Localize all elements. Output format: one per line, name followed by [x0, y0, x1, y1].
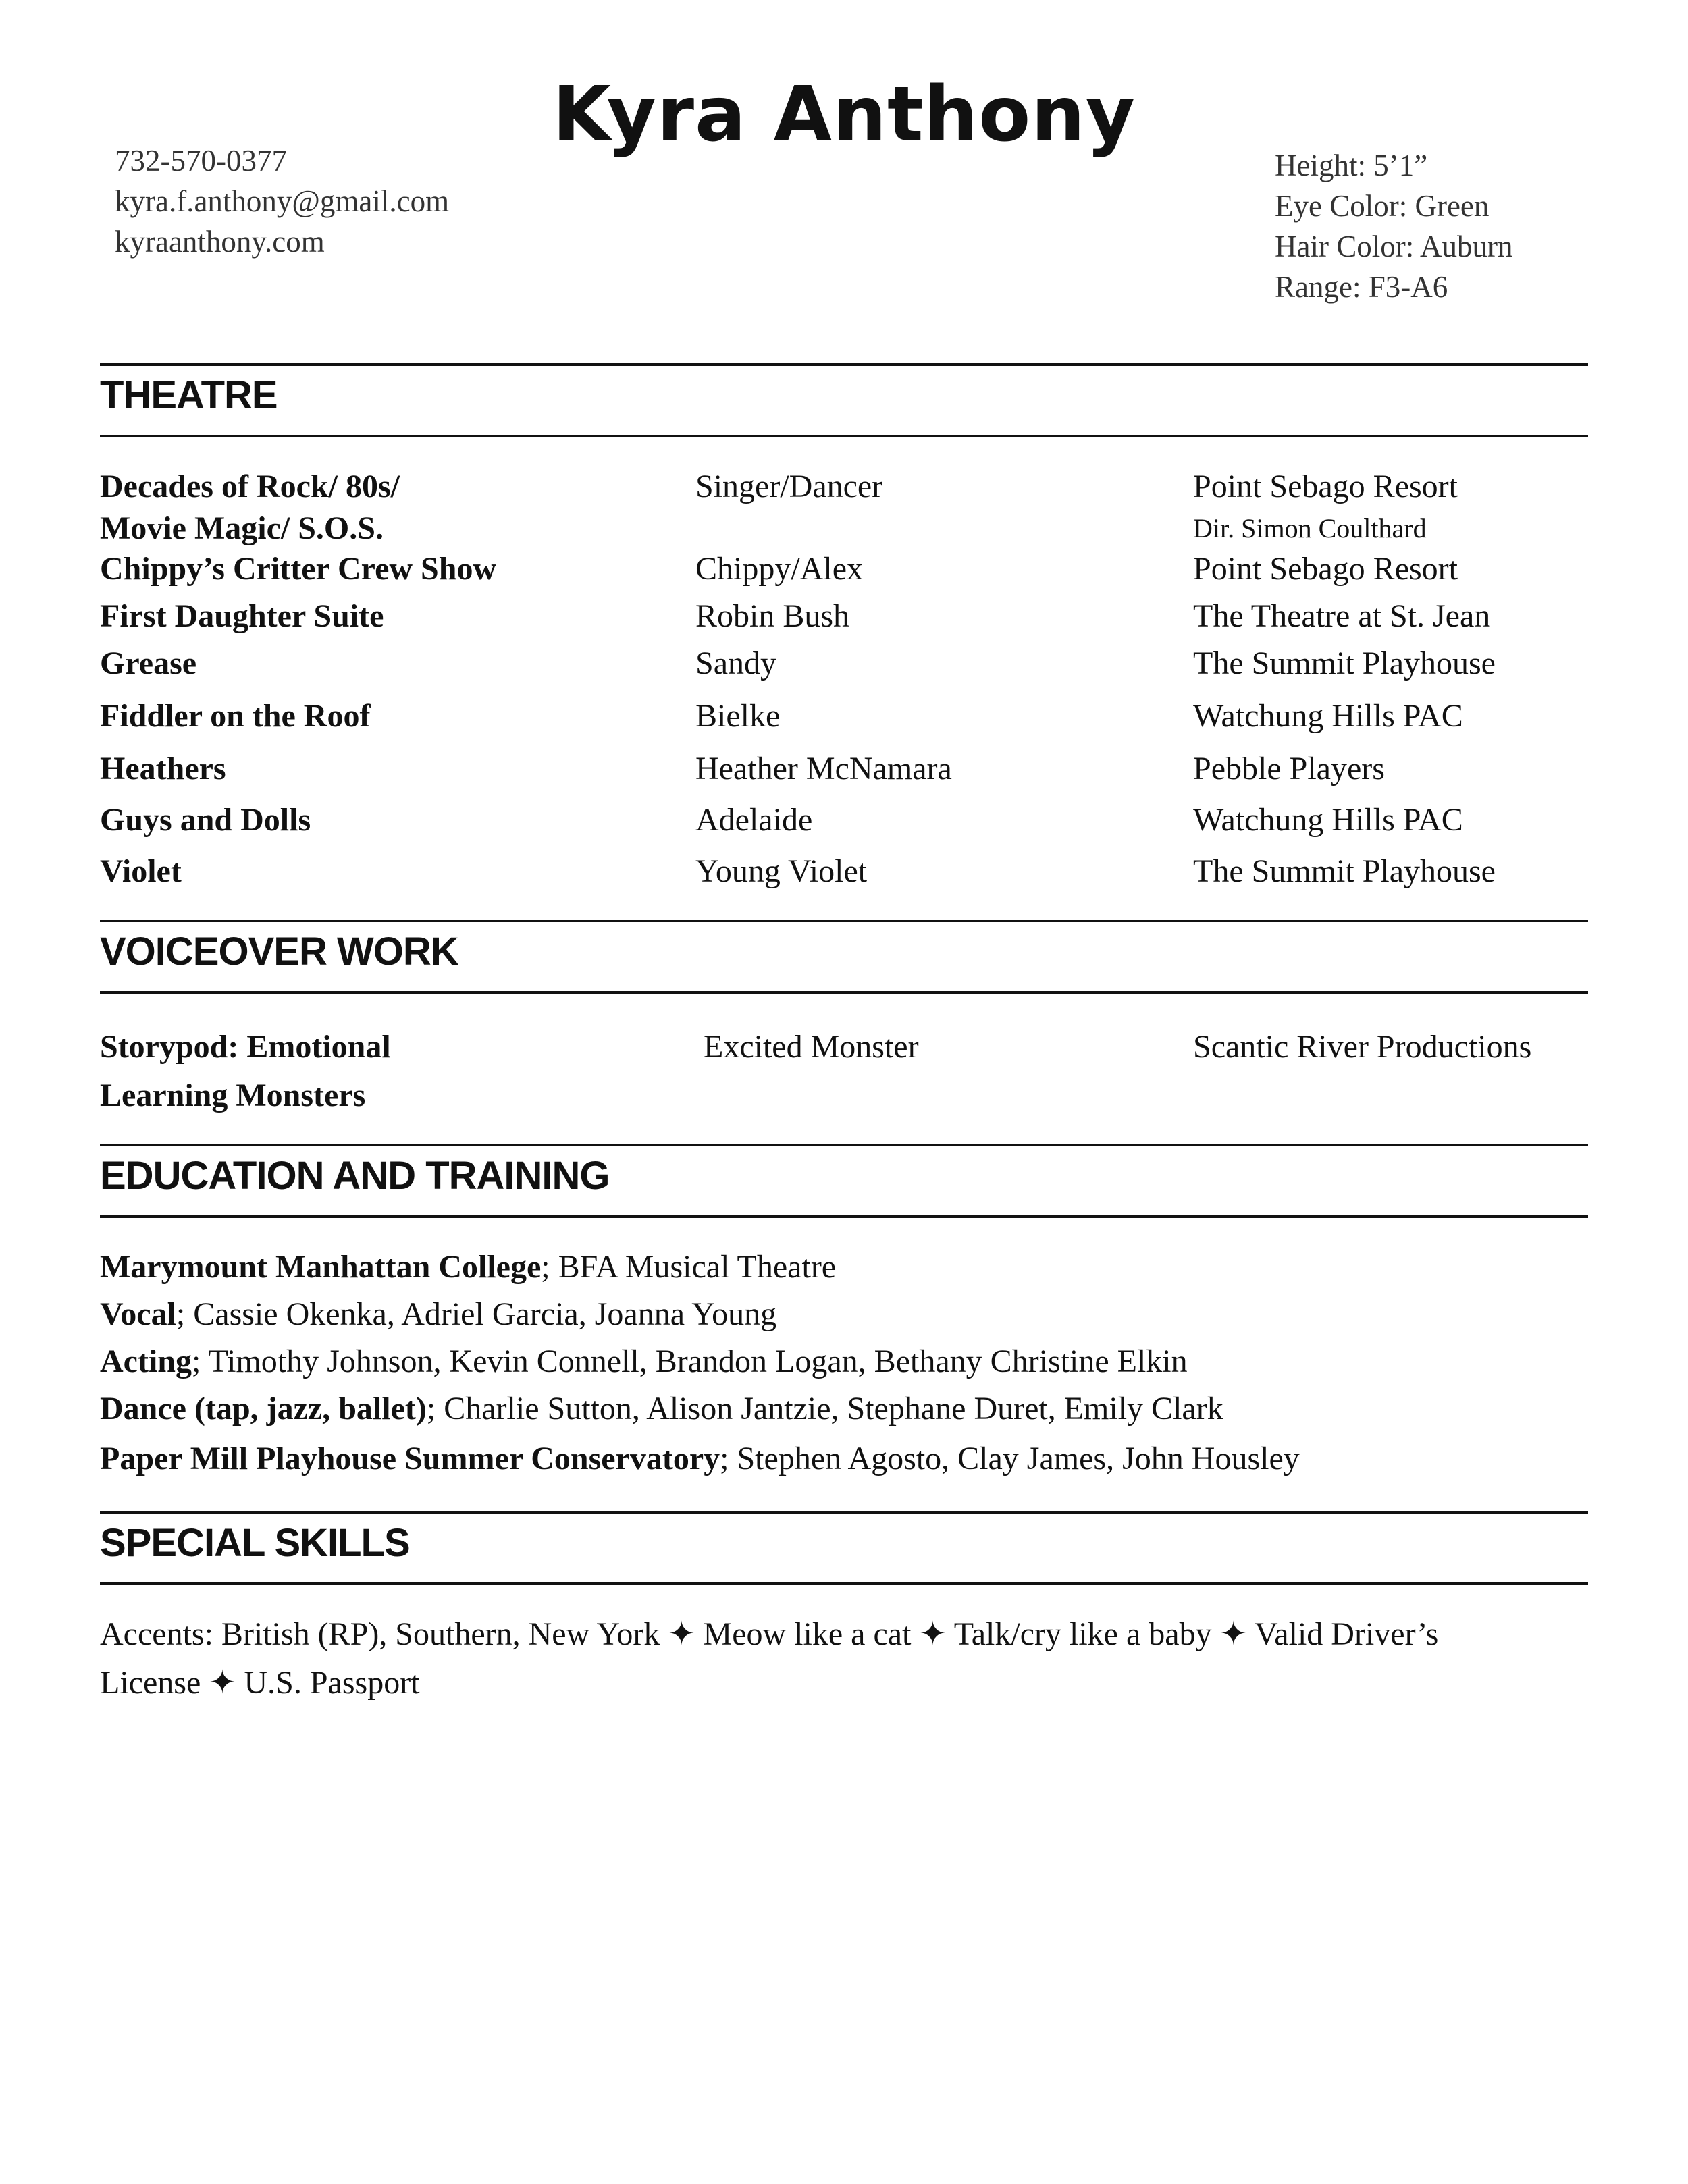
- education-detail: ; BFA Musical Theatre: [541, 1249, 837, 1285]
- show-title: Guys and Dolls: [100, 802, 311, 838]
- star-separator-icon: ✦: [209, 1665, 236, 1701]
- theatre-row: [0, 643, 1688, 690]
- show-title: Fiddler on the Roof: [100, 698, 371, 734]
- skill-item: Accents: British (RP), Southern, New York: [100, 1616, 660, 1652]
- stat-hair-color: Hair Color: Auburn: [1275, 230, 1513, 263]
- stat-range: Range: F3-A6: [1275, 270, 1448, 304]
- voiceover-heading: VOICEOVER WORK: [100, 930, 458, 974]
- director-note: Dir. Simon Coulthard: [1193, 513, 1427, 543]
- show-title: Grease: [100, 645, 197, 681]
- theatre-row: [0, 466, 1688, 546]
- education-detail: ; Timothy Johnson, Kevin Connell, Brandon Logan, Bethany Christine Elkin: [191, 1343, 1188, 1379]
- section-divider: [100, 1582, 1588, 1585]
- education-item: [100, 1294, 776, 1335]
- skills-list: [100, 1610, 1538, 1707]
- theatre-row: [0, 548, 1688, 595]
- role: Bielke: [695, 698, 781, 734]
- website: kyraanthony.com: [115, 225, 325, 259]
- venue: The Summit Playhouse: [1193, 645, 1496, 681]
- physical-stats: [1275, 145, 1512, 307]
- education-heading: EDUCATION AND TRAINING: [100, 1154, 610, 1198]
- education-item: [100, 1341, 1188, 1383]
- show-title: Chippy’s Critter Crew Show: [100, 551, 497, 587]
- theatre-row: [0, 748, 1688, 795]
- show-title: Violet: [100, 853, 182, 889]
- education-detail: ; Cassie Okenka, Adriel Garcia, Joanna Young: [176, 1296, 777, 1332]
- role: Heather McNamara: [695, 751, 952, 787]
- role: Singer/Dancer: [695, 469, 883, 504]
- education-detail: ; Charlie Sutton, Alison Jantzie, Stephane Duret, Emily Clark: [426, 1391, 1223, 1427]
- theatre-row: [0, 595, 1688, 643]
- section-divider: [100, 991, 1588, 994]
- role: Robin Bush: [695, 598, 850, 634]
- education-label: Acting: [100, 1343, 192, 1379]
- show-title: Storypod: Emotional Learning Monsters: [100, 1029, 391, 1113]
- role: Young Violet: [695, 853, 868, 889]
- role: Excited Monster: [704, 1029, 919, 1065]
- education-label: Vocal: [100, 1296, 176, 1332]
- education-item: [100, 1388, 1223, 1430]
- voiceover-row: [0, 1023, 1688, 1117]
- section-divider: [100, 435, 1588, 437]
- resume-name: Kyra Anthony: [552, 71, 1136, 159]
- skill-item: U.S. Passport: [244, 1665, 420, 1701]
- theatre-heading: THEATRE: [100, 373, 278, 417]
- education-item: [100, 1438, 1300, 1480]
- education-item: [100, 1246, 836, 1288]
- star-separator-icon: ✦: [668, 1616, 695, 1652]
- venue: Watchung Hills PAC: [1193, 802, 1463, 838]
- education-label: Marymount Manhattan College: [100, 1249, 542, 1285]
- show-title: First Daughter Suite: [100, 598, 384, 634]
- section-divider: [100, 920, 1588, 922]
- section-divider: [100, 1144, 1588, 1146]
- skill-item: Meow like a cat: [703, 1616, 912, 1652]
- skill-item: Talk/cry like a baby: [953, 1616, 1212, 1652]
- role: Chippy/Alex: [695, 551, 863, 587]
- venue: The Theatre at St. Jean: [1193, 598, 1491, 634]
- role: Sandy: [695, 645, 776, 681]
- role: Adelaide: [695, 802, 813, 838]
- venue: Point Sebago Resort Dir. Simon Coulthard: [1193, 466, 1458, 550]
- star-separator-icon: ✦: [919, 1616, 947, 1652]
- skill-item: Valid Driver’s License: [100, 1616, 1439, 1701]
- stat-eye-color: Eye Color: Green: [1275, 189, 1489, 223]
- show-title: Heathers: [100, 751, 226, 787]
- venue: Pebble Players: [1193, 751, 1385, 787]
- theatre-row: [0, 799, 1688, 847]
- theatre-row: [0, 695, 1688, 743]
- contact-info: [115, 140, 449, 262]
- education-label: Paper Mill Playhouse Summer Conservatory: [100, 1441, 720, 1476]
- show-title: Decades of Rock/ 80s/ Movie Magic/ S.O.S.: [100, 469, 400, 546]
- education-detail: ; Stephen Agosto, Clay James, John Housley: [720, 1441, 1300, 1476]
- section-divider: [100, 363, 1588, 366]
- education-label: Dance (tap, jazz, ballet): [100, 1391, 427, 1427]
- theatre-row: [0, 851, 1688, 898]
- section-divider: [100, 1511, 1588, 1514]
- skills-heading: SPECIAL SKILLS: [100, 1521, 410, 1565]
- email-address: kyra.f.anthony@gmail.com: [115, 184, 450, 218]
- venue: The Summit Playhouse: [1193, 853, 1496, 889]
- stat-height: Height: 5’1”: [1275, 149, 1428, 182]
- venue: Point Sebago Resort: [1193, 551, 1458, 587]
- venue: Scantic River Productions: [1193, 1029, 1532, 1065]
- section-divider: [100, 1215, 1588, 1218]
- phone-number: 732-570-0377: [115, 144, 287, 178]
- venue: Watchung Hills PAC: [1193, 698, 1463, 734]
- star-separator-icon: ✦: [1219, 1616, 1247, 1652]
